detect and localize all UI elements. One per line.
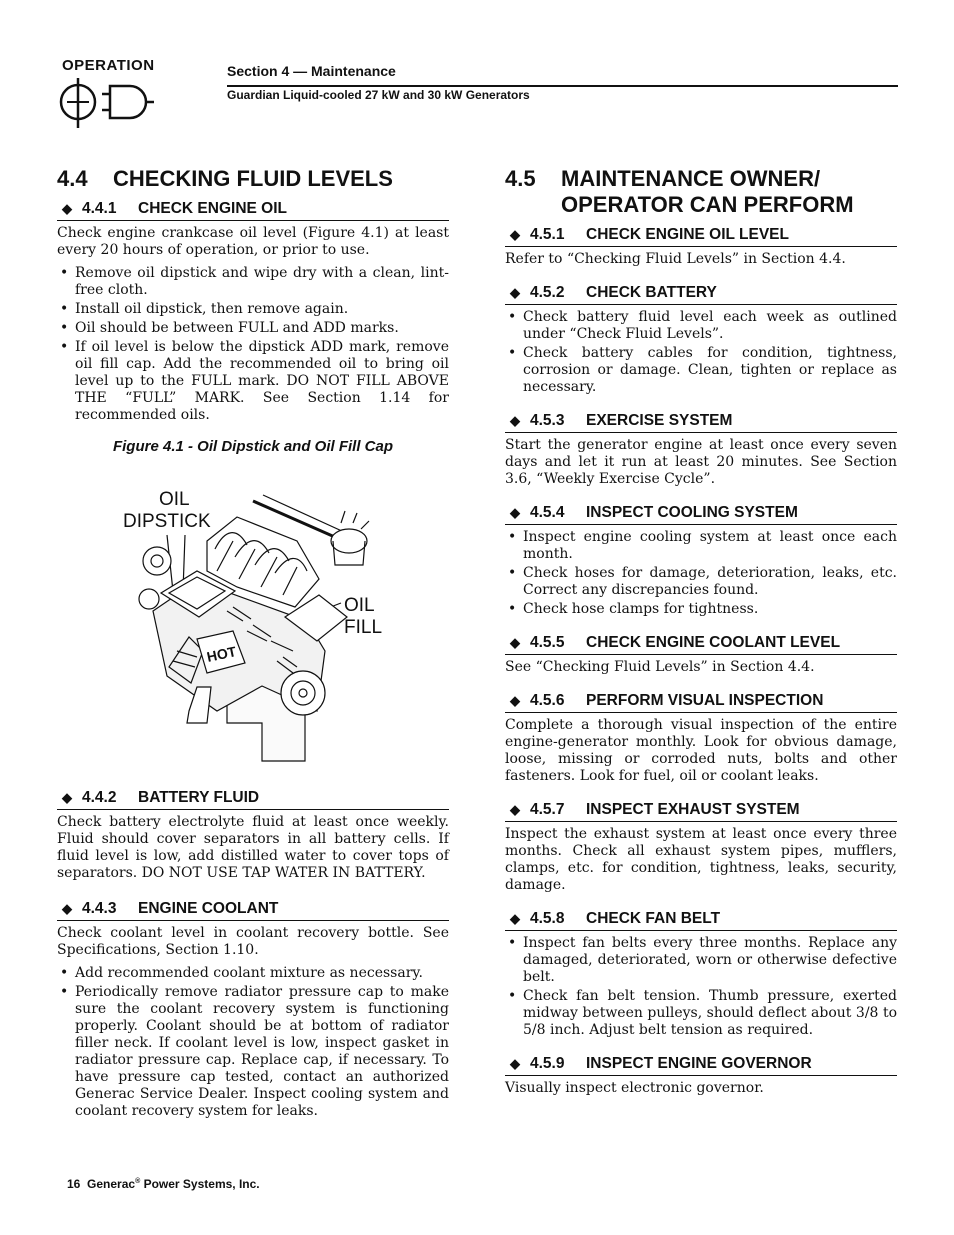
figure-caption: Figure 4.1 - Oil Dipstick and Oil Fill Cap xyxy=(112,438,394,455)
section-number: 4.4 xyxy=(57,166,88,191)
list-item: • Inspect fan belts every three months. Replace any damaged, deteriorated, worn or otherwise defective belt. xyxy=(505,935,897,986)
section-title: MAINTENANCE OWNER/ OPERATOR CAN PERFORM xyxy=(561,166,854,217)
company-name: Generac xyxy=(87,1177,136,1191)
subsection-title: CHECK ENGINE OIL LEVEL xyxy=(586,226,789,243)
subsection-number: 4.5.9 xyxy=(530,1055,565,1072)
paragraph: Check battery electrolyte fluid at least once weekly. Fluid should cover separators in all battery cells. If fluid level is low, add distilled water to cover tops of separators. DO NOT USE TAP WATER IN BATTERY. xyxy=(57,814,449,881)
diamond-icon: ◆ xyxy=(62,901,72,916)
page-number: 16 xyxy=(67,1177,81,1191)
subsection-title: INSPECT COOLING SYSTEM xyxy=(586,504,798,521)
subsection-title: CHECK FAN BELT xyxy=(586,910,721,927)
bullet-list xyxy=(505,529,897,618)
subsection-number: 4.5.6 xyxy=(530,692,565,709)
bullet-list xyxy=(505,309,897,396)
list-item: • Check fan belt tension. Thumb pressure, exerted midway between pulleys, should deflect about 3/8 to 5/8 inch. Adjust belt tension as required. xyxy=(505,988,897,1039)
page-footer xyxy=(67,1177,260,1191)
diamond-icon: ◆ xyxy=(510,635,520,650)
diamond-icon: ◆ xyxy=(510,802,520,817)
subsection-number: 4.5.7 xyxy=(530,801,565,818)
section-heading-4-4 xyxy=(57,166,449,192)
header-rule xyxy=(227,85,898,87)
list-item: • Check hose clamps for tightness. xyxy=(505,601,897,618)
subsection-title: EXERCISE SYSTEM xyxy=(586,412,733,429)
subsection-heading-4-5-3 xyxy=(505,412,897,433)
list-item: • Check battery cables for condition, tightness, corrosion or damage. Clean, tighten or replace as necessary. xyxy=(505,345,897,396)
subsection-number: 4.5.8 xyxy=(530,910,565,927)
subsection-number: 4.5.1 xyxy=(530,226,565,243)
list-item: • Install oil dipstick, then remove again. xyxy=(57,301,449,318)
plug-socket-icon xyxy=(58,78,158,134)
company-suffix: Power Systems, Inc. xyxy=(143,1177,260,1191)
hot-stamp: HOT xyxy=(205,643,238,665)
paragraph: Start the generator engine at least once every seven days and let it run at least 20 minutes. See Section 3.6, “Weekly Exercise Cycle”. xyxy=(505,437,897,487)
section-title: CHECKING FLUID LEVELS xyxy=(113,166,393,191)
paragraph: Check engine crankcase oil level (Figure 4.1) at least every 20 hours of operation, or prior to use. xyxy=(57,225,449,258)
right-column xyxy=(505,166,897,1103)
subsection-number: 4.4.3 xyxy=(82,900,117,917)
subsection-title: CHECK ENGINE OIL xyxy=(138,200,287,217)
subsection-heading-4-5-7 xyxy=(505,801,897,822)
subsection-number: 4.5.5 xyxy=(530,634,565,651)
list-item: • Oil should be between FULL and ADD marks. xyxy=(57,320,449,337)
operation-badge: OPERATION xyxy=(62,57,155,74)
subsection-number: 4.4.2 xyxy=(82,789,117,806)
diamond-icon: ◆ xyxy=(62,790,72,805)
paragraph: Check coolant level in coolant recovery bottle. See Specifications, Section 1.10. xyxy=(57,925,449,958)
section-number: 4.5 xyxy=(505,166,536,191)
list-item: • Check hoses for damage, deterioration, leaks, etc. Correct any discrepancies found. xyxy=(505,565,897,599)
section-heading-4-5 xyxy=(505,166,897,218)
paragraph: See “Checking Fluid Levels” in Section 4.4. xyxy=(505,659,815,675)
diamond-icon: ◆ xyxy=(510,1056,520,1071)
subsection-number: 4.5.4 xyxy=(530,504,565,521)
subsection-title: INSPECT ENGINE GOVERNOR xyxy=(586,1055,812,1072)
header-subtitle: Guardian Liquid-cooled 27 kW and 30 kW Generators xyxy=(227,88,530,102)
oil-dipstick-label: OIL xyxy=(159,489,190,510)
subsection-title: CHECK BATTERY xyxy=(586,284,717,301)
diamond-icon: ◆ xyxy=(510,693,520,708)
subsection-number: 4.5.3 xyxy=(530,412,565,429)
diamond-icon: ◆ xyxy=(62,201,72,216)
subsection-title: ENGINE COOLANT xyxy=(138,900,279,917)
registered-mark: ® xyxy=(135,1178,141,1185)
list-item: • Inspect engine cooling system at least once each month. xyxy=(505,529,897,563)
diamond-icon: ◆ xyxy=(510,505,520,520)
list-item: • If oil level is below the dipstick ADD mark, remove oil fill cap. Add the recommended oil to bring oil level up to the FULL mark. DO NOT FILL ABOVE THE “FULL” MARK. See Section 1.14 for recommended oils. xyxy=(57,339,449,424)
list-item: • Periodically remove radiator pressure cap to make sure the coolant recovery system is functioning properly. Coolant should be at bottom of radiator filler neck. If coolant level is low, inspect gasket in radiator pressure cap. Replace cap, if necessary. To have pressure cap tested, contact an authorized Generac Service Dealer. Inspect cooling system and coolant recovery system for leaks. xyxy=(57,984,449,1120)
subsection-title: CHECK ENGINE COOLANT LEVEL xyxy=(586,634,841,651)
subsection-heading-4-5-4 xyxy=(505,504,897,525)
subsection-heading-4-5-9 xyxy=(505,1055,897,1076)
paragraph: Complete a thorough visual inspection of the entire engine-generator monthly. Look for obvious damage, loose, missing or corroded nuts, bolts and other fasteners. Look for fuel, oil or coolant leaks. xyxy=(505,717,897,784)
subsection-title: INSPECT EXHAUST SYSTEM xyxy=(586,801,800,818)
subsection-heading-4-4-3 xyxy=(57,900,449,921)
diamond-icon: ◆ xyxy=(510,413,520,428)
list-item: • Check battery fluid level each week as outlined under “Check Fluid Levels”. xyxy=(505,309,897,343)
bullet-list xyxy=(57,965,449,1120)
oil-dipstick-label-2: DIPSTICK xyxy=(123,511,211,532)
paragraph: Inspect the exhaust system at least once every three months. Check all exhaust system pipes, mufflers, clamps, etc. for condition, tightness, leaks, security, damage. xyxy=(505,826,897,893)
diamond-icon: ◆ xyxy=(510,227,520,242)
engine-figure xyxy=(57,461,449,779)
subsection-heading-4-5-8 xyxy=(505,910,897,931)
paragraph: Visually inspect electronic governor. xyxy=(505,1080,764,1096)
list-item: • Remove oil dipstick and wipe dry with a clean, lint-free cloth. xyxy=(57,265,449,299)
diamond-icon: ◆ xyxy=(510,285,520,300)
oil-fill-label-2: FILL xyxy=(344,617,383,638)
bullet-list xyxy=(505,935,897,1039)
subsection-title: BATTERY FLUID xyxy=(138,789,260,806)
header-section: Section 4 — Maintenance xyxy=(227,63,396,79)
subsection-number: 4.5.2 xyxy=(530,284,565,301)
subsection-number: 4.4.1 xyxy=(82,200,117,217)
diamond-icon: ◆ xyxy=(510,911,520,926)
paragraph: Refer to “Checking Fluid Levels” in Section 4.4. xyxy=(505,251,846,267)
left-column xyxy=(57,166,449,1126)
subsection-title: PERFORM VISUAL INSPECTION xyxy=(586,692,824,709)
subsection-heading-4-5-1 xyxy=(505,226,897,247)
oil-fill-label: OIL xyxy=(344,595,375,616)
subsection-heading-4-5-5 xyxy=(505,634,897,655)
list-item: • Add recommended coolant mixture as necessary. xyxy=(57,965,449,982)
subsection-heading-4-5-6 xyxy=(505,692,897,713)
subsection-heading-4-4-2 xyxy=(57,789,449,810)
engine-illustration xyxy=(57,461,449,779)
subsection-heading-4-4-1 xyxy=(57,200,449,221)
subsection-heading-4-5-2 xyxy=(505,284,897,305)
bullet-list xyxy=(57,265,449,424)
